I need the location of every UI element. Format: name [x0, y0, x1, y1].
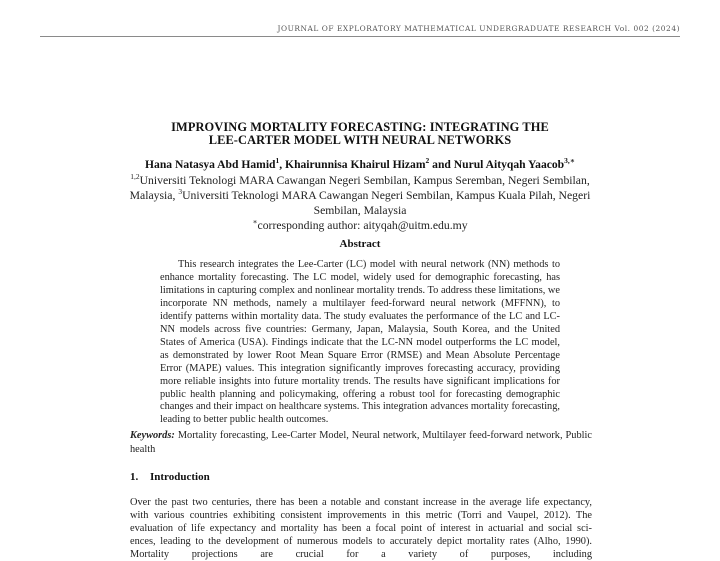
affiliation-marker: 1,2: [130, 172, 140, 181]
author-name: Hana Natasya Abd Hamid: [145, 158, 276, 171]
affiliation-3: Universiti Teknologi MARA Cawangan Negeri Sembilan, Kampus Kuala Pilah, Negeri Sembilan, Malaysia: [182, 189, 591, 217]
text-line: ences, leading to the development of numerous models to accurately depict mortality rates (Alho, 1990).: [130, 536, 592, 547]
keywords-text: Mortality forecasting, Lee-Carter Model, Neural network, Multilayer feed-forward network, Public health: [130, 430, 592, 455]
author-separator: and: [429, 158, 454, 171]
affiliation-1-2: Universiti Teknologi MARA Cawangan Negeri Sembilan, Kampus Seremban, Negeri Sembilan, Malaysia,: [129, 174, 590, 202]
title-line-1: IMPROVING MORTALITY FORECASTING: INTEGRATING THE: [171, 120, 549, 134]
running-head: JOURNAL OF EXPLORATORY MATHEMATICAL UNDERGRADUATE RESEARCH Vol. 002 (2024): [277, 24, 680, 33]
text-line: with various countries exhibiting consistent improvements in this metric (Torri and Vaupel, 2012). The: [130, 510, 592, 521]
author-affiliation-marker: 2: [425, 156, 430, 165]
affiliation-marker: 3: [178, 187, 183, 196]
corresponding-marker: ∗: [252, 217, 258, 226]
header-rule: [40, 36, 680, 37]
abstract-heading: Abstract: [339, 238, 381, 250]
paper-title: [120, 121, 600, 147]
affiliations: [120, 173, 600, 233]
author-affiliation-marker: 3,∗: [564, 156, 575, 165]
keywords: [130, 429, 592, 456]
text-line: Over the past two centuries, there has been a notable and constant increase in the average life expectancy,: [130, 497, 592, 508]
author-name: Nurul Aityqah Yaacob: [453, 158, 565, 171]
section-title: Introduction: [150, 471, 210, 483]
keywords-label: Keywords:: [130, 430, 175, 441]
text-line: evaluation of life expectancy and mortality has been a focal point of interest in actuarial and social sci-: [130, 523, 592, 534]
abstract-body: This research integrates the Lee-Carter (LC) model with neural network (NN) methods to enhance mortality forecasting. The LC model, widely used for demographic forecasting, has limitations in capturing complex and nonlinear mortality trends. To address these limitations, we incorporate NN methods, namely a multilayer feed-forward neural network (MFFNN), to identify patterns within mortality data. The study evaluates the performance of the LC and LC-NN models across five countries: Germany, Japan, Malaysia, South Korea, and the United States of America (USA). Findings indicate that the LC-NN model outperforms the LC model, as demonstrated by lower Root Mean Square Error (RMSE) and Mean Absolute Percentage Error (MAPE) values. This integration significantly improves forecasting accuracy, providing more reliable insights into future mortality trends. The results have significant implications for public health planning and policymaking, offering a robust tool for forecasting demographic changes and their impact on healthcare systems. This integration advances mortality forecasting, leading to better public health outcomes.: [160, 259, 560, 426]
text-line: Mortality projections are crucial for a variety of purposes, including: [130, 549, 592, 560]
title-line-2: LEE-CARTER MODEL WITH NEURAL NETWORKS: [208, 133, 512, 147]
author-affiliation-marker: 1: [275, 156, 280, 165]
author-name: Khairunnisa Khairul Hizam: [285, 158, 426, 171]
section-heading-introduction: [130, 471, 210, 483]
corresponding-author: corresponding author: aityqah@uitm.edu.my: [257, 219, 468, 232]
section-number: 1.: [130, 471, 139, 483]
author-list: [120, 158, 600, 172]
author-separator: ,: [279, 158, 286, 171]
introduction-body: [130, 496, 592, 561]
